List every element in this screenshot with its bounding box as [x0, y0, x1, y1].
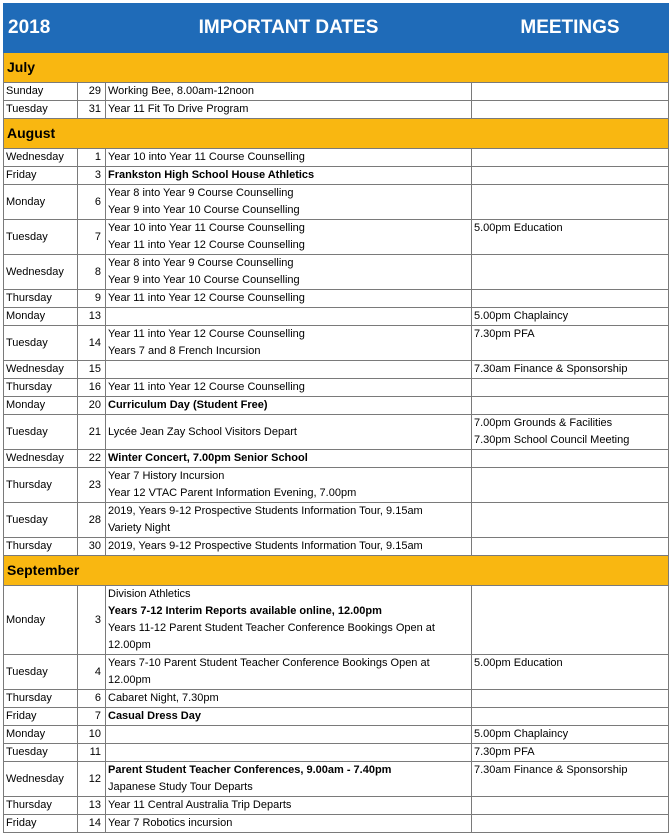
event-text: Frankston High School House Athletics [108, 169, 315, 181]
event-text: Year 11 into Year 12 Course Counselling [108, 328, 305, 340]
day-cell: Wednesday [4, 361, 78, 379]
table-row [4, 690, 669, 708]
meetings-cell [472, 397, 669, 415]
table-row [4, 185, 669, 220]
event-text: Year 8 into Year 9 Course Counselling [108, 257, 294, 269]
meetings-cell [472, 308, 669, 326]
events-cell [106, 149, 472, 167]
meeting-text: 7.30am Finance & Sponsorship [474, 764, 628, 776]
day-cell: Wednesday [4, 255, 78, 290]
table-row [4, 450, 669, 468]
events-cell [106, 690, 472, 708]
event-text: Winter Concert, 7.00pm Senior School [108, 452, 308, 464]
date-cell: 3 [78, 167, 106, 185]
date-cell: 20 [78, 397, 106, 415]
event-text: Cabaret Night, 7.30pm [108, 692, 219, 704]
meetings-cell [472, 220, 669, 255]
day-cell: Thursday [4, 379, 78, 397]
table-row [4, 797, 669, 815]
meeting-text: 7.30pm PFA [474, 746, 535, 758]
table-row [4, 101, 669, 119]
date-cell: 1 [78, 149, 106, 167]
meeting-text: 5.00pm Education [474, 657, 563, 669]
date-cell: 9 [78, 290, 106, 308]
event-text: Year 10 into Year 11 Course Counselling [108, 151, 305, 163]
event-text: Years 7 and 8 French Incursion [108, 345, 261, 357]
date-cell: 15 [78, 361, 106, 379]
table-row [4, 308, 669, 326]
day-cell: Tuesday [4, 101, 78, 119]
event-text: Year 9 into Year 10 Course Counselling [108, 204, 300, 216]
events-cell [106, 450, 472, 468]
events-cell [106, 797, 472, 815]
day-cell: Wednesday [4, 450, 78, 468]
meetings-cell [472, 655, 669, 690]
table-row [4, 167, 669, 185]
meetings-cell [472, 468, 669, 503]
table-row [4, 726, 669, 744]
event-text: Year 11 Central Australia Trip Departs [108, 799, 292, 811]
event-text: Year 12 VTAC Parent Information Evening, 7.00pm [108, 487, 357, 499]
date-cell: 21 [78, 415, 106, 450]
table-row [4, 708, 669, 726]
day-cell: Thursday [4, 690, 78, 708]
date-cell: 4 [78, 655, 106, 690]
table-row [4, 220, 669, 255]
dates-body [4, 53, 669, 833]
meetings-cell [472, 586, 669, 655]
event-text: Japanese Study Tour Departs [108, 781, 253, 793]
day-cell: Thursday [4, 797, 78, 815]
events-cell [106, 726, 472, 744]
meetings-cell [472, 255, 669, 290]
meetings-cell [472, 185, 669, 220]
event-text: Year 7 History Incursion [108, 470, 225, 482]
month-header-row [4, 53, 669, 83]
table-row [4, 655, 669, 690]
table-row [4, 361, 669, 379]
event-text: Division Athletics [108, 588, 191, 600]
day-cell: Tuesday [4, 744, 78, 762]
date-cell: 7 [78, 708, 106, 726]
day-cell: Thursday [4, 290, 78, 308]
meeting-text: 7.30pm School Council Meeting [474, 434, 630, 446]
date-cell: 6 [78, 185, 106, 220]
meetings-cell [472, 797, 669, 815]
important-dates-heading: IMPORTANT DATES [106, 4, 472, 53]
table-row [4, 83, 669, 101]
day-cell: Thursday [4, 468, 78, 503]
day-cell: Tuesday [4, 415, 78, 450]
events-cell [106, 503, 472, 538]
day-cell: Monday [4, 308, 78, 326]
day-cell: Friday [4, 708, 78, 726]
events-cell [106, 101, 472, 119]
event-text: 2019, Years 9-12 Prospective Students Information Tour, 9.15am [108, 540, 423, 552]
month-name: August [4, 119, 669, 149]
date-cell: 3 [78, 586, 106, 655]
event-text: Year 11 into Year 12 Course Counselling [108, 381, 305, 393]
table-row [4, 744, 669, 762]
event-text: Year 10 into Year 11 Course Counselling [108, 222, 305, 234]
meetings-cell [472, 708, 669, 726]
day-cell: Monday [4, 397, 78, 415]
events-cell [106, 397, 472, 415]
date-cell: 6 [78, 690, 106, 708]
meeting-text: 5.00pm Chaplaincy [474, 728, 569, 740]
table-row [4, 538, 669, 556]
day-cell: Tuesday [4, 655, 78, 690]
event-text: Lycée Jean Zay School Visitors Depart [108, 425, 297, 438]
date-cell: 13 [78, 308, 106, 326]
event-text: Year 8 into Year 9 Course Counselling [108, 187, 294, 199]
events-cell [106, 415, 472, 450]
day-cell: Tuesday [4, 503, 78, 538]
meetings-cell [472, 450, 669, 468]
events-cell [106, 290, 472, 308]
event-text: Years 11-12 Parent Student Teacher Conference Bookings Open at 12.00pm [108, 622, 435, 651]
meeting-text: 5.00pm Education [474, 222, 563, 234]
date-cell: 28 [78, 503, 106, 538]
events-cell [106, 468, 472, 503]
events-cell [106, 708, 472, 726]
meeting-text: 5.00pm Chaplaincy [474, 310, 569, 322]
day-cell: Sunday [4, 83, 78, 101]
date-cell: 31 [78, 101, 106, 119]
event-text: Working Bee, 8.00am-12noon [108, 85, 254, 97]
meetings-cell [472, 538, 669, 556]
events-cell [106, 167, 472, 185]
meetings-cell [472, 326, 669, 361]
meetings-cell [472, 149, 669, 167]
meetings-cell [472, 503, 669, 538]
meetings-cell [472, 290, 669, 308]
table-row [4, 290, 669, 308]
day-cell: Friday [4, 815, 78, 833]
date-cell: 14 [78, 815, 106, 833]
date-cell: 22 [78, 450, 106, 468]
date-cell: 29 [78, 83, 106, 101]
table-row [4, 255, 669, 290]
date-cell: 8 [78, 255, 106, 290]
table-row [4, 468, 669, 503]
day-cell: Tuesday [4, 326, 78, 361]
events-cell [106, 308, 472, 326]
events-cell [106, 815, 472, 833]
meetings-cell [472, 690, 669, 708]
table-row [4, 586, 669, 655]
events-cell [106, 744, 472, 762]
event-text: Casual Dress Day [108, 710, 201, 722]
meeting-text: 7.00pm Grounds & Facilities [474, 417, 613, 429]
event-text: Parent Student Teacher Conferences, 9.00am - 7.40pm [108, 764, 392, 776]
event-text: Year 9 into Year 10 Course Counselling [108, 274, 300, 286]
important-dates-table [3, 3, 669, 833]
events-cell [106, 379, 472, 397]
meetings-cell [472, 167, 669, 185]
meetings-cell [472, 379, 669, 397]
date-cell: 23 [78, 468, 106, 503]
meetings-cell [472, 815, 669, 833]
date-cell: 13 [78, 797, 106, 815]
table-row [4, 397, 669, 415]
date-cell: 7 [78, 220, 106, 255]
event-text: Years 7-10 Parent Student Teacher Conference Bookings Open at 12.00pm [108, 657, 430, 686]
day-cell: Monday [4, 726, 78, 744]
day-cell: Wednesday [4, 762, 78, 797]
table-row [4, 379, 669, 397]
month-header-row [4, 556, 669, 586]
event-text: Year 11 into Year 12 Course Counselling [108, 239, 305, 251]
table-row [4, 415, 669, 450]
event-text: Years 7-12 Interim Reports available online, 12.00pm [108, 605, 382, 617]
meeting-text: 7.30am Finance & Sponsorship [474, 363, 628, 375]
table-row [4, 503, 669, 538]
event-text: Year 11 into Year 12 Course Counselling [108, 292, 305, 304]
events-cell [106, 655, 472, 690]
event-text: Year 11 Fit To Drive Program [108, 103, 249, 115]
event-text: Curriculum Day (Student Free) [108, 399, 268, 411]
day-cell: Monday [4, 586, 78, 655]
date-cell: 30 [78, 538, 106, 556]
events-cell [106, 586, 472, 655]
events-cell [106, 83, 472, 101]
events-cell [106, 326, 472, 361]
table-header-row [4, 4, 669, 53]
date-cell: 14 [78, 326, 106, 361]
events-cell [106, 361, 472, 379]
month-name: September [4, 556, 669, 586]
meetings-cell [472, 726, 669, 744]
meetings-cell [472, 361, 669, 379]
meetings-cell [472, 762, 669, 797]
meetings-cell [472, 101, 669, 119]
year-heading: 2018 [4, 4, 106, 53]
table-row [4, 815, 669, 833]
month-header-row [4, 119, 669, 149]
day-cell: Friday [4, 167, 78, 185]
date-cell: 10 [78, 726, 106, 744]
event-text: Variety Night [108, 522, 171, 534]
day-cell: Thursday [4, 538, 78, 556]
events-cell [106, 185, 472, 220]
events-cell [106, 255, 472, 290]
meetings-cell [472, 744, 669, 762]
meeting-text: 7.30pm PFA [474, 328, 535, 340]
events-cell [106, 220, 472, 255]
meetings-heading: MEETINGS [472, 4, 669, 53]
table-row [4, 149, 669, 167]
events-cell [106, 762, 472, 797]
day-cell: Tuesday [4, 220, 78, 255]
table-row [4, 762, 669, 797]
date-cell: 12 [78, 762, 106, 797]
date-cell: 16 [78, 379, 106, 397]
events-cell [106, 538, 472, 556]
day-cell: Monday [4, 185, 78, 220]
date-cell: 11 [78, 744, 106, 762]
meetings-cell [472, 415, 669, 450]
month-name: July [4, 53, 669, 83]
meetings-cell [472, 83, 669, 101]
event-text: 2019, Years 9-12 Prospective Students Information Tour, 9.15am [108, 505, 423, 517]
day-cell: Wednesday [4, 149, 78, 167]
table-row [4, 326, 669, 361]
event-text: Year 7 Robotics incursion [108, 817, 233, 829]
